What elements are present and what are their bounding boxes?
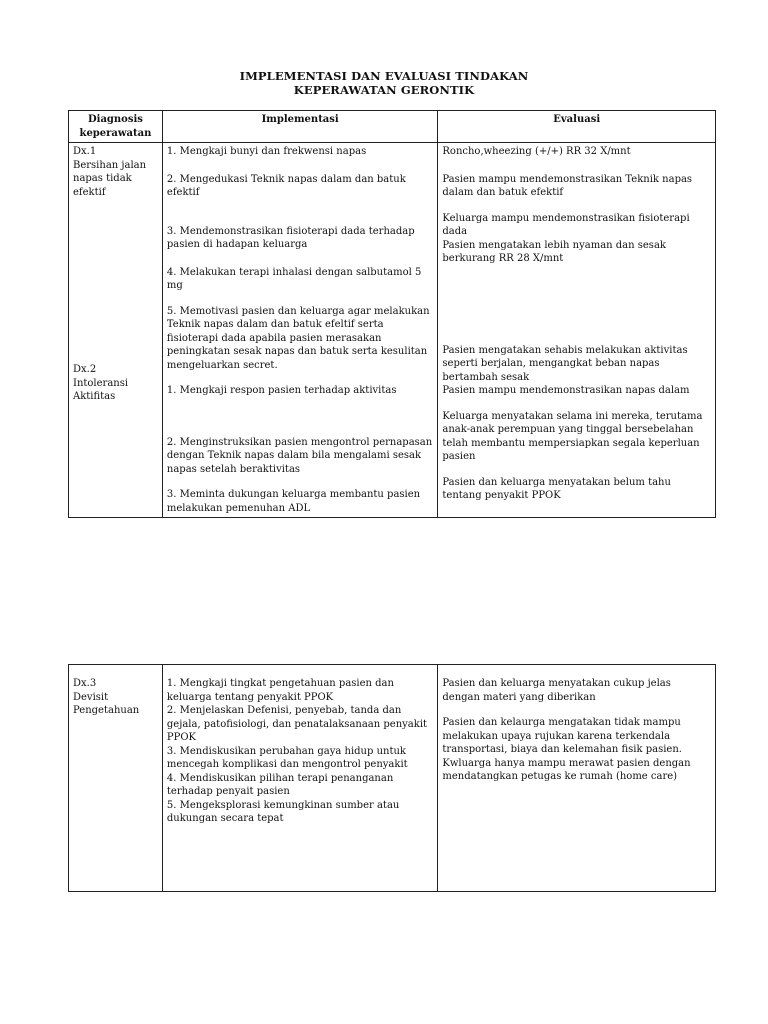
header-diagnosis: Diagnosis keperawatan [69,111,163,143]
diagnosis-cell [69,143,163,518]
dx2-eval-4: Pasien dan keluarga menyatakan belum tahu tentang penyakit PPOK [442,476,671,501]
nursing-table-1 [68,110,716,518]
dx2-eval-1: Pasien mengatakan sehabis melakukan aktivitas seperti berjalan, mengangkat beban napas bertambah sesak [442,344,688,383]
dx2-impl-2: 2. Menginstruksikan pasien mengontrol pernapasan dengan Teknik napas dalam bila mengalami sesak napas setelah beraktivitas [166,436,433,475]
dx1-impl-2: 2. Mengedukasi Teknik napas dalam dan batuk efektif [166,173,406,198]
dx2-name-2: Aktifitas [73,391,116,402]
dx1-impl-5: 5. Memotivasi pasien dan keluarga agar melakukan Teknik napas dalam dan batuk efeltif serta fisioterapi dada apabila pasien merasakan peningkatan sesak napas dan batuk serta kesulitan mengeluarkan secret. [166,305,430,371]
dx1-code: Dx.1 [73,146,97,157]
header-evaluasi: Evaluasi [438,111,716,143]
table-row [69,665,716,892]
dx3-eval-3: Kwluarga hanya mampu merawat pasien dengan mendatangkan petugas ke rumah (home care) [442,757,691,782]
header-implementasi: Implementasi [162,111,437,143]
dx3-impl-1: 1. Mengkaji tingkat pengetahuan pasien dan keluarga tentang penyakit PPOK [166,678,394,703]
dx3-impl-4: 4. Mendiskusikan pilihan terapi penanganan terhadap penyait pasien [166,772,394,797]
table-row [69,143,716,518]
dx2-eval-2: Pasien mampu mendemonstrasikan napas dalam [442,385,690,396]
nursing-table-2 [68,664,716,892]
dx3-name-1: Devisit [73,691,109,703]
dx3-impl-2: 2. Menjelaskan Defenisi, penyebab, tanda dan gejala, patofisiologi, dan penatalaksanaan penyakit PPOK [166,705,428,743]
dx3-name-2: Pengetahuan [73,705,140,716]
dx1-eval-3: Keluarga mampu mendemonstrasikan fisioterapi dada [442,212,690,237]
dx2-impl-1: 1. Mengkaji respon pasien terhadap aktivitas [166,385,397,396]
dx3-code: Dx.3 [73,678,97,689]
dx1-impl-1: 1. Mengkaji bunyi dan frekwensi napas [166,146,367,157]
dx3-impl-3: 3. Mendiskusikan perubahan gaya hidup untuk mencegah komplikasi dan mengontrol penyakit [166,745,408,770]
dx2-impl-3: 3. Meminta dukungan keluarga membantu pasien melakukan pemenuhan ADL [166,489,421,514]
dx2-eval-3: Keluarga menyatakan selama ini mereka, terutama anak-anak perempuan yang tinggal bersebelahan telah membantu mempersiapkan segala keperluan pasien [442,410,703,462]
title-line-2: KEPERAWATAN GERONTIK [293,83,475,97]
implementasi-cell [162,665,437,892]
document-title [0,69,768,97]
dx3-impl-5: 5. Mengeksplorasi kemungkinan sumber atau dukungan secara tepat [166,799,400,824]
dx3-eval-2: Pasien dan kelaurga mengatakan tidak mampu melakukan upaya rujukan karena terkendala transportasi, biaya dan kelemahan fisik pasien. [442,717,682,755]
header-row [69,111,716,143]
evaluasi-cell [438,665,716,892]
dx1-impl-4: 4. Melakukan terapi inhalasi dengan salbutamol 5 mg [166,266,422,291]
dx1-eval-4: Pasien mengatakan lebih nyaman dan sesak berkurang RR 28 X/mnt [442,239,666,264]
dx1-eval-1: Roncho,wheezing (+/+) RR 32 X/mnt [442,146,631,157]
implementasi-cell [162,143,437,518]
dx1-eval-2: Pasien mampu mendemonstrasikan Teknik napas dalam dan batuk efektif [442,173,693,198]
dx2-name-1: Intoleransi [73,377,129,389]
dx3-eval-1: Pasien dan keluarga menyatakan cukup jelas dengan materi yang diberikan [442,678,671,703]
diagnosis-cell [69,665,163,892]
dx1-name: Bersihan jalan napas tidak efektif [73,159,147,198]
evaluasi-cell [438,143,716,518]
title-line-1: IMPLEMENTASI DAN EVALUASI TINDAKAN [239,69,529,83]
dx2-code: Dx.2 [73,364,97,375]
dx1-impl-3: 3. Mendemonstrasikan fisioterapi dada terhadap pasien di hadapan keluarga [166,225,415,250]
